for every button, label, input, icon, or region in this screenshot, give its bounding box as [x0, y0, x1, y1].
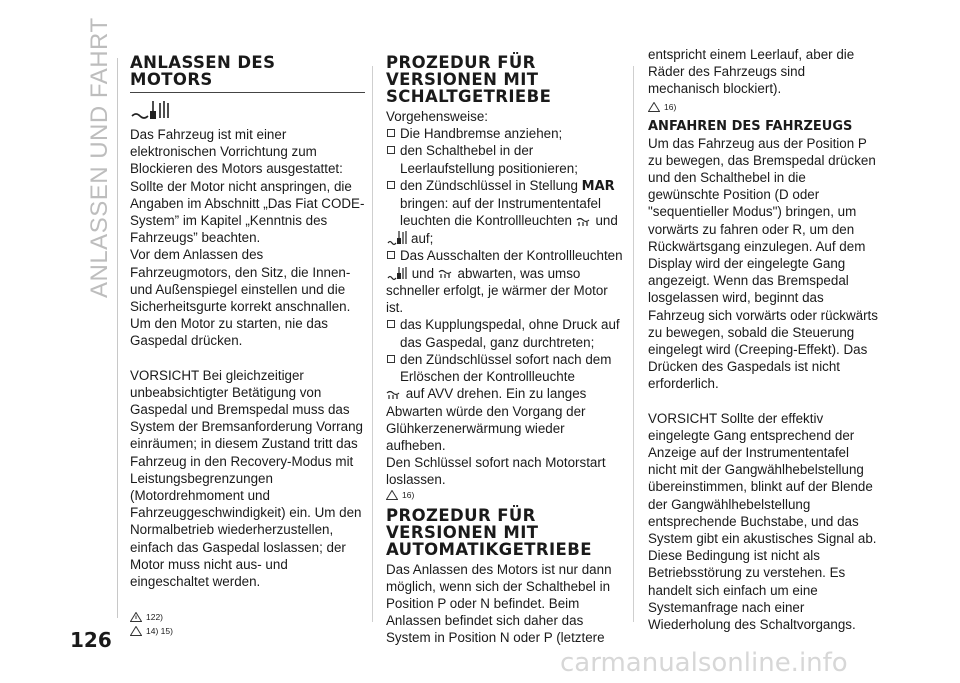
bullet-box: [387, 355, 395, 363]
bullet-box: [387, 146, 395, 154]
warning-triangle-icon: [130, 612, 142, 622]
heading-line: SCHALTGETRIEBE: [386, 87, 552, 106]
bullet-box: [387, 320, 395, 328]
bullet-box: [387, 129, 395, 137]
reference-note: [130, 611, 365, 623]
reference-note: [130, 625, 365, 637]
list-item: [386, 316, 624, 350]
glow-plug-warning-icon: [438, 269, 454, 279]
heading-line: PROZEDUR FÜR: [386, 505, 536, 525]
reference-number: 14) 15): [146, 626, 173, 637]
reference-number: 16): [402, 489, 415, 500]
heading-line: PROZEDUR FÜR: [386, 53, 536, 72]
glow-plug-icon: [130, 99, 365, 123]
caution-triangle-icon: [386, 490, 398, 500]
list-item-text: den Zündschlüssel sofort nach dem Erlöschen der Kontrollleuchte: [400, 351, 612, 385]
list-item-text: Die Handbremse anziehen;: [400, 126, 563, 142]
paragraph: Den Schlüssel sofort nach Motorstart loslassen.: [386, 455, 606, 488]
column-divider-2: [633, 66, 634, 622]
side-divider: [117, 58, 118, 618]
list-item: [386, 247, 624, 264]
immobilizer-icon: [386, 266, 408, 282]
text-run: und: [411, 265, 435, 281]
paragraph: Um das Fahrzeug aus der Position P zu bewegen, das Bremspedal drücken und den Schalthebel in die gewünschte Position (D oder "sequentieller Modus") bringen, um vorwärts zu fahren oder R, um den Rückwärtsgang einzulegen. Auf dem Display wird der eingelegte Gang angezeigt. Wenn das Bremspedal losgelassen wird, beginnt das Fahrzeug sich vorwärts oder rückwärts zu bewegen, sobald die Steuerung eingelegt wird (Creeping-Effekt). Das Drücken des Gaspedals ist nicht erforderlich.: [648, 135, 878, 392]
immobilizer-icon: [386, 229, 408, 247]
reference-number: 16): [664, 101, 677, 112]
glow-plug-warning-icon: [386, 390, 402, 400]
list-item-text: den Schalthebel in der Leerlaufstellung positionieren;: [400, 143, 578, 176]
reference-note: [648, 101, 880, 113]
text-run: abwarten, was umso schneller erfolgt, je wärmer der Motor ist.: [386, 265, 608, 316]
text-run: den Zündschlüssel in Stellung: [400, 177, 578, 193]
glow-plug-warning-icon: [576, 217, 592, 227]
list-item-continuation: [386, 385, 624, 454]
heading-line: ANLASSEN DES: [130, 53, 276, 72]
list-item: [386, 125, 624, 142]
heading-line: AUTOMATIKGETRIEBE: [386, 539, 592, 559]
sub-heading-anfahren: ANFAHREN DES FAHRZEUGS: [648, 118, 853, 134]
list-item-text: das Kupplungspedal, ohne Druck auf das Gaspedal, ganz durchtreten;: [400, 317, 620, 350]
heading-line: MOTORS: [130, 70, 213, 89]
heading-line: VERSIONEN MIT: [386, 522, 539, 542]
section-heading-schaltgetriebe: [386, 54, 624, 105]
warning-paragraph: VORSICHT Sollte der effektiv eingelegte Gang entsprechend der Anzeige auf der Instrumententafel nicht mit der Gangwählhebelstellung übereinstimmen, blinkt auf der Blende der Gangwählhebelstellung entsprechende Buchstabe, und das System gibt ein akustisches Signal ab. Diese Bedingung ist nicht als Betriebsstörung zu verstehen. Es handelt sich einfach um eine Systemanfrage nach einer Wiederholung des Schaltvorgangs.: [648, 410, 877, 633]
list-item-text: Das Ausschalten der Kontrollleuchten: [400, 248, 623, 264]
column-2: [386, 54, 624, 647]
paragraph: Um den Motor zu starten, nie das Gaspedal drücken.: [130, 316, 328, 349]
text-run: bringen: auf der Instrumententafel leuchten die Kontrollleuchten: [400, 196, 601, 229]
chapter-side-title: ANLASSEN UND FAHRT: [86, 17, 113, 298]
section-heading-automatikgetriebe: [386, 507, 624, 558]
section-heading-anlassen: [130, 54, 365, 88]
reference-number: 122): [146, 612, 164, 623]
list-item: [386, 142, 624, 176]
list-item-continuation: [386, 229, 624, 247]
caution-triangle-icon: [130, 626, 142, 636]
paragraph: entspricht einem Leerlauf, aber die Räder des Fahrzeugs sind mechanisch blockiert).: [648, 47, 855, 97]
paragraph: Vorgehensweise:: [386, 109, 488, 124]
list-item: [386, 351, 624, 385]
paragraph: Das Fahrzeug ist mit einer elektronischen Vorrichtung zum Blockieren des Motors ausgestattet: Sollte der Motor nicht anspringen, die Angaben im Abschnitt „Das Fiat CODE-System” im Kapitel „Kenntnis des Fahrzeugs” beachten.: [130, 127, 365, 246]
heading-line: VERSIONEN MIT: [386, 70, 539, 89]
list-item-text: [400, 177, 624, 230]
list-item-continuation: [386, 265, 624, 317]
column-divider-1: [372, 66, 373, 622]
watermark: carmanualsonline.info: [560, 648, 848, 678]
paragraph: Das Anlassen des Motors ist nur dann möglich, wenn sich der Schalthebel in Position P oder N befindet. Beim Anlassen befindet sich daher das System in Position N oder P (letztere: [386, 561, 612, 646]
caution-triangle-icon: [648, 102, 660, 112]
reference-note: [386, 489, 624, 501]
column-3: [648, 46, 880, 633]
text-run: und: [595, 213, 618, 229]
list-item: [386, 177, 624, 230]
text-run: auf;: [411, 230, 434, 246]
warning-paragraph: VORSICHT Bei gleichzeitiger unbeabsichtigter Betätigung von Gaspedal und Bremspedal muss das System der Bremsanforderung Vorrang einräumen; in diesem Zustand tritt das Fahrzeug in den Recovery-Modus mit Leistungsbegrenzungen (Motordrehmoment und Fahrzeuggeschwindigkeit) ein. Um den Normalbetrieb wiederherzustellen, einfach das Gaspedal loslassen; der Motor muss nicht aus- und eingeschaltet werden.: [130, 367, 363, 590]
bullet-box: [387, 181, 395, 189]
key-position-label: MAR: [581, 178, 615, 194]
column-1: [130, 54, 365, 637]
page-number: 126: [70, 628, 112, 652]
bullet-box: [387, 251, 395, 259]
paragraph: Vor dem Anlassen des Fahrzeugmotors, den Sitz, die Innen- und Außenspiegel einstellen und die Sicherheitsgurte korrekt anschnallen.: [130, 247, 351, 315]
text-run: auf AVV drehen. Ein zu langes Abwarten würde den Vorgang der Glühkerzenerwärmung wieder aufheben.: [386, 386, 587, 453]
heading-rule: [130, 92, 365, 93]
